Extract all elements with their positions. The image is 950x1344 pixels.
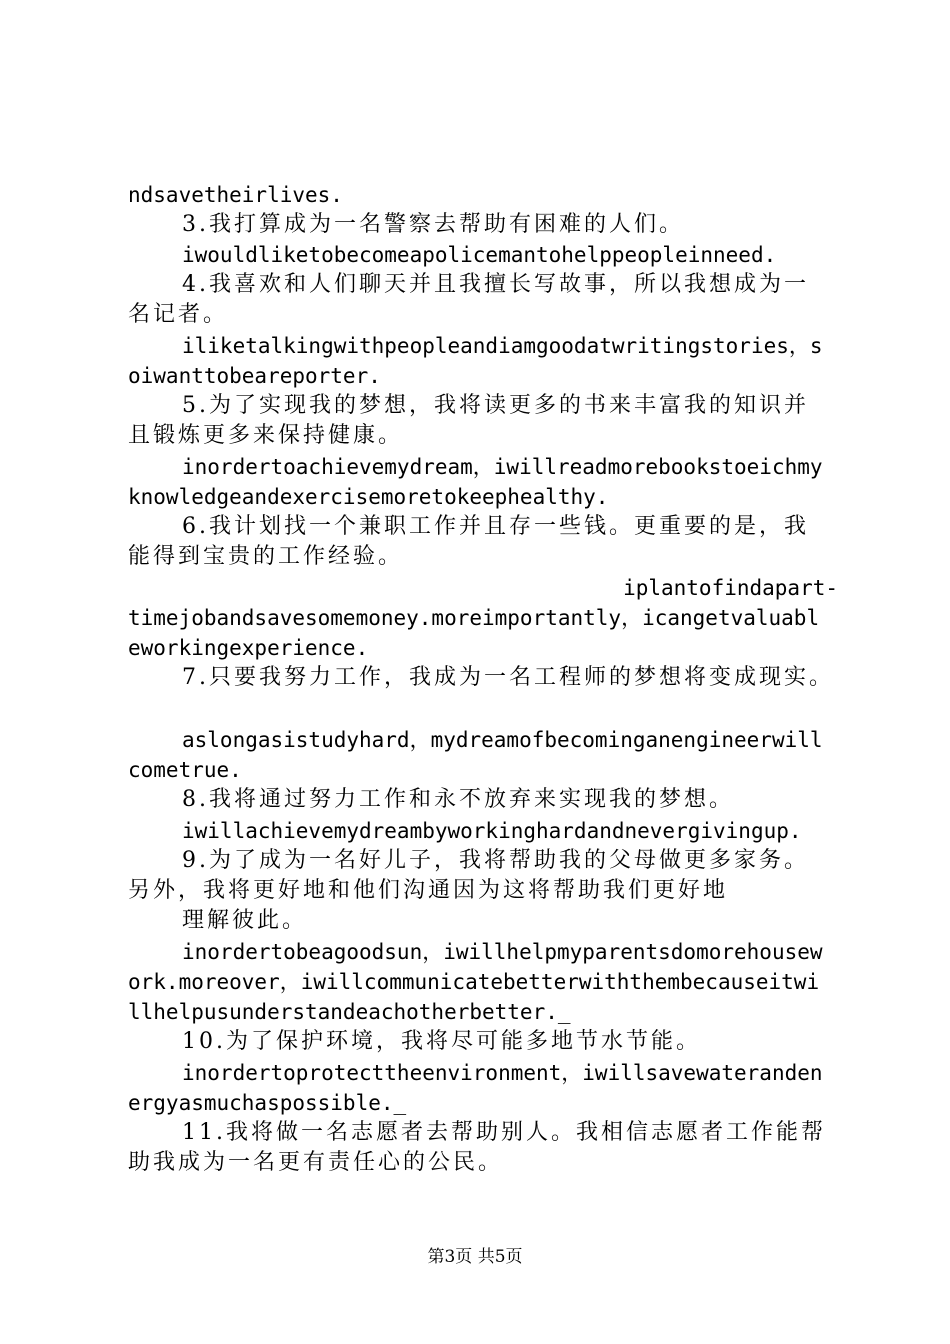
text-line: 7.只要我努力工作，我成为一名工程师的梦想将变成现实。 xyxy=(182,665,834,690)
text-line: aslongasistudyhard，mydreamofbecominganengineerwill xyxy=(182,728,823,752)
text-line: 3.我打算成为一名警察去帮助有困难的人们。 xyxy=(182,212,684,237)
text-line: 4.我喜欢和人们聊天并且我擅长写故事，所以我想成为一 xyxy=(182,272,809,297)
text-line: iplantofindapart- xyxy=(623,576,838,600)
page-footer: 第3页 共5页 xyxy=(427,1247,523,1267)
text-line: oiwanttobeareporter. xyxy=(128,364,381,388)
text-line: inordertoachievemydream，iwillreadmorebookstoeichmy xyxy=(182,455,823,479)
text-line: cometrue. xyxy=(128,758,242,782)
text-line: 理解彼此。 xyxy=(182,908,308,933)
text-line: ork.moreover，iwillcommunicatebetterwiththembecauseitwi xyxy=(128,970,820,994)
text-line: inordertobeagoodsun，iwillhelpmyparentsdomorehousew xyxy=(182,940,823,964)
text-line: iwillachievemydreambyworkinghardandnevergivingup. xyxy=(182,819,802,843)
text-line: 另外，我将更好地和他们沟通因为这将帮助我们更好地 xyxy=(128,878,729,903)
text-line: knowledgeandexercisemoretokeephealthy. xyxy=(128,485,609,509)
text-line: 9.为了成为一名好儿子，我将帮助我的父母做更多家务。 xyxy=(182,848,809,873)
text-line: timejobandsavesomemoney.moreimportantly，icangetvaluabl xyxy=(128,606,820,630)
text-line: llhelpusunderstandeachotherbetter._ xyxy=(128,1000,571,1024)
text-line: 11.我将做一名志愿者去帮助别人。我相信志愿者工作能帮 xyxy=(182,1120,826,1145)
text-line: 名记者。 xyxy=(128,302,229,327)
text-line: inordertoprotecttheenvironment，iwillsavewateranden xyxy=(182,1061,823,1085)
text-line: 助我成为一名更有责任心的公民。 xyxy=(128,1150,504,1175)
text-line: 且锻炼更多来保持健康。 xyxy=(128,423,404,448)
text-line: eworkingexperience. xyxy=(128,636,369,660)
text-line: ndsavetheirlives. xyxy=(128,183,343,207)
text-line: ergyasmuchaspossible._ xyxy=(128,1091,407,1115)
text-line: 5.为了实现我的梦想，我将读更多的书来丰富我的知识并 xyxy=(182,393,809,418)
text-line: iliketalkingwithpeopleandiamgoodatwritingstories，s xyxy=(182,334,823,358)
text-line: 6.我计划找一个兼职工作并且存一些钱。更重要的是，我 xyxy=(182,514,809,539)
text-line: 能得到宝贵的工作经验。 xyxy=(128,544,404,569)
text-line: 8.我将通过努力工作和永不放弃来实现我的梦想。 xyxy=(182,787,734,812)
text-line: 10.为了保护环境，我将尽可能多地节水节能。 xyxy=(182,1029,701,1054)
text-line: iwouldliketobecomeapolicemantohelppeopleinneed. xyxy=(182,243,777,267)
